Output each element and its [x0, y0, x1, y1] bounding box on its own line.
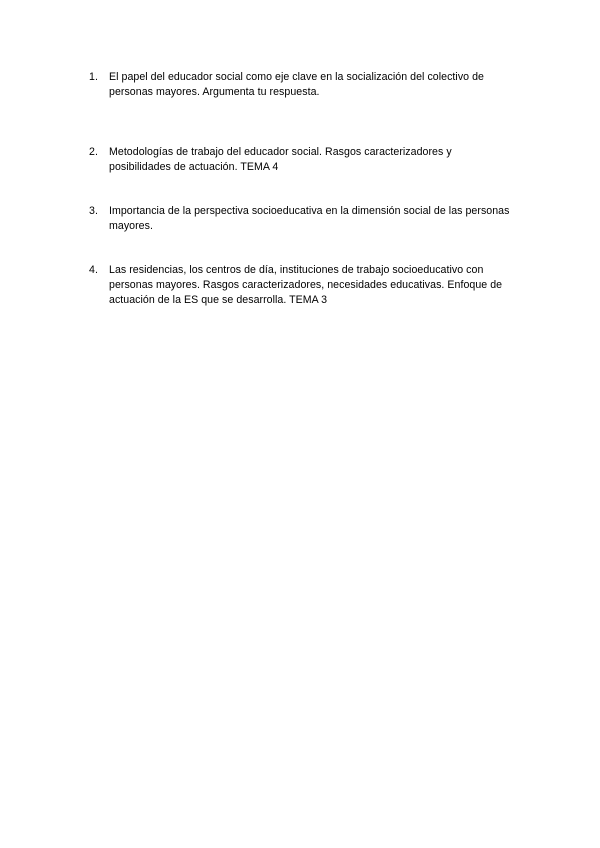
question-text-line: mayores.: [109, 220, 153, 233]
question-text: [109, 204, 529, 234]
question-text-line: posibilidades de actuación. TEMA 4: [109, 161, 279, 174]
question-text: [109, 263, 529, 309]
question-number: 3.: [89, 205, 98, 217]
question-text-line: Importancia de la perspectiva socioeducativa en la dimensión social de las personas: [109, 205, 510, 217]
question-text-line: Las residencias, los centros de día, instituciones de trabajo socioeducativo con: [109, 264, 484, 276]
question-text-line: Metodologías de trabajo del educador social. Rasgos caracterizadores y: [109, 146, 452, 158]
question-text-line: personas mayores. Argumenta tu respuesta.: [109, 86, 320, 99]
question-number: 4.: [89, 264, 98, 276]
question-text-line: personas mayores. Rasgos caracterizadores, necesidades educativas. Enfoque de: [109, 279, 503, 292]
question-number: 2.: [89, 146, 98, 158]
question-text: [109, 145, 529, 175]
question-number: 1.: [89, 71, 98, 83]
question-text: [109, 70, 529, 100]
question-text-line: actuación de la ES que se desarrolla. TEMA 3: [109, 294, 328, 307]
question-text-line: El papel del educador social como eje clave en la socialización del colectivo de: [109, 71, 484, 83]
